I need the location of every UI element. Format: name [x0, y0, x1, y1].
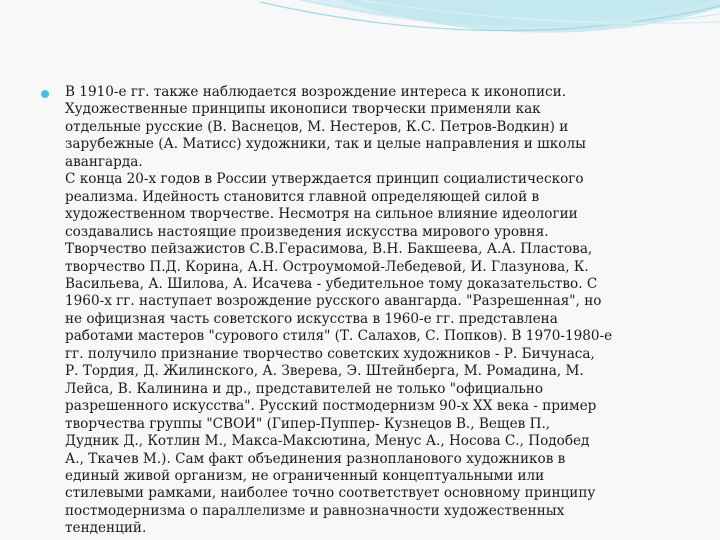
body-text: В 1910-е гг. также наблюдается возрождение интереса к иконописи. Художественные принципы иконописи творчески применяли как отдельные русские (В. Васнецов, М. Нестеров, К.С. Петров-Водкин) и зарубежные (А. Матисс) художники, так и целые направления и школы авангарда. С конца 20-х годов в России утверждается принцип социалистического реализма. Идейность становится главной определяющей силой в художественном творчестве. Несмотря на сильное влияние идеологии создавались настоящие произведения искусства мирового уровня. Творчество пейзажистов С.В.Герасимова, В.Н. Бакшеева, А.А. Пластова, творчество П.Д. Корина, А.Н. Остроумомой-Лебедевой, И. Глазунова, К. Васильева, А. Шилова, А. Исачева - убедительное тому доказательство. С 1960-х гг. наступает возрождение русского авангарда. "Разрешенная", но не официзная часть советского искусства в 1960-е гг. представлена работами мастеров "сурового стиля" (Т. Салахов, С. Попков). В 1970-1980-е гг. получило признание творчество советских художников - Р. Бичунаса, Р. Тордия, Д. Жилинского, А. Зверева, Э. Штейнберга, М. Ромадина, М. Лейса, В. Калинина и др., представителей не только "официально разрешенного искусства". Русский постмодернизм 90-х XX века - пример творчества группы "СВОИ" (Гипер-Пуппер- Кузнецов В., Вещев П., Дудник Д., Котлин М., Макса-Максютина, Менус А., Носова С., Подобед А., Ткачев М.). Сам факт объединения разнопланового художников в единый живой организм, не ограниченный концептуальными или стилевыми рамками, наиболее точно соответствует основному принципу постмодернизма о параллелизме и равнозначности художественных тенденций.	[65, 84, 613, 537]
bullet-dot-icon	[41, 90, 49, 98]
content-area	[41, 84, 681, 536]
wave-decoration	[0, 0, 720, 90]
